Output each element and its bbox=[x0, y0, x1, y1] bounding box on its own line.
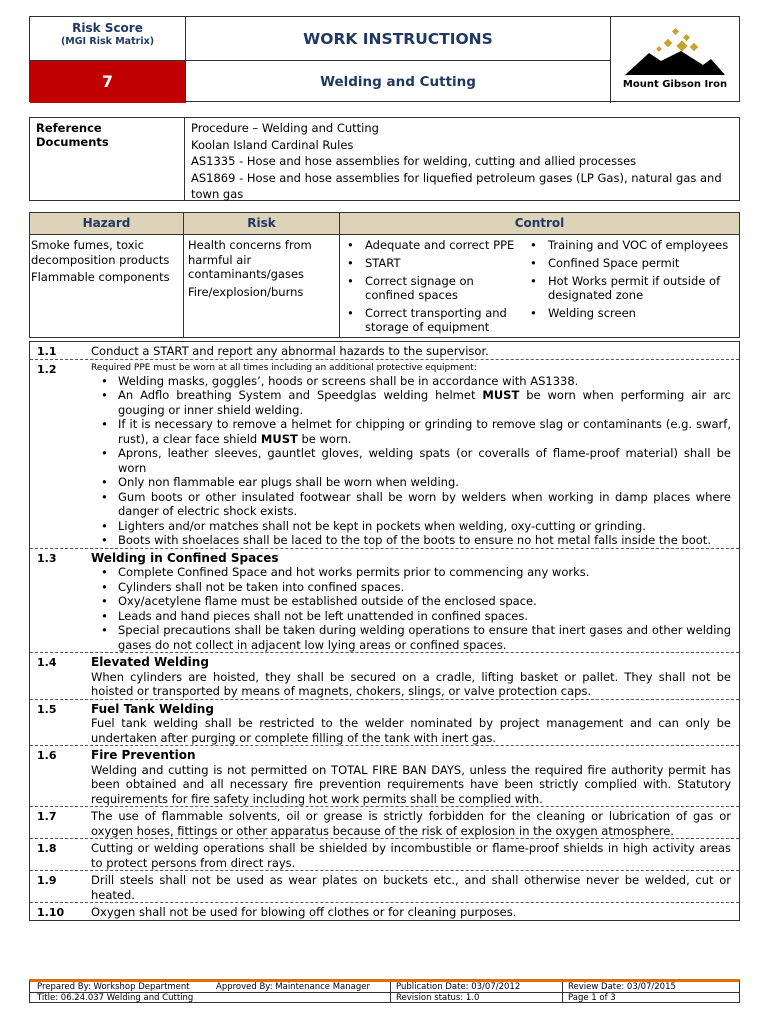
column-divider bbox=[339, 213, 340, 337]
hazard-header: Hazard bbox=[82, 216, 131, 230]
step-1-5 bbox=[30, 699, 739, 746]
revision-status: Revision status: 1.0 bbox=[396, 993, 480, 1003]
control-header: Control bbox=[514, 216, 565, 230]
step-number: 1.10 bbox=[37, 906, 65, 919]
control-item: • START bbox=[343, 256, 526, 270]
step-number: 1.8 bbox=[37, 842, 57, 855]
step-1-9 bbox=[30, 870, 739, 902]
step-text: When cylinders are hoisted, they shall be secured on a cradle, lifting basket or pallet. They shall not be hoisted or transported by means of magnets, chokers, slings, or valve protection caps. bbox=[91, 669, 731, 698]
list-item: • Boots with shoelaces shall be laced to the top of the boots to ensure no hot metal falls inside the boot. bbox=[91, 533, 731, 548]
list-item: • Cylinders shall not be taken into confined spaces. bbox=[91, 580, 731, 595]
step-text: Drill steels shall not be used as wear plates on buckets etc., and shall otherwise never be welded, cut or heated. bbox=[91, 873, 731, 902]
column-divider bbox=[183, 213, 184, 337]
step-number: 1.7 bbox=[37, 810, 57, 823]
list-item: • An Adflo breathing System and Speedglas welding helmet MUST be worn when performing air arc gouging or inner shield welding. bbox=[91, 388, 731, 417]
control-item: • Hot Works permit if outside of designated zone bbox=[526, 274, 736, 302]
page-number: Page 1 of 3 bbox=[568, 993, 616, 1003]
step-1-2 bbox=[30, 359, 739, 548]
step-intro: Required PPE must be worn at all times including an additional protective equipment: bbox=[91, 362, 477, 373]
control-cell-right bbox=[526, 238, 736, 324]
company-logo bbox=[611, 17, 739, 103]
ppe-list bbox=[91, 374, 731, 548]
step-title: Fire Prevention bbox=[91, 748, 196, 762]
risk-score-value: 7 bbox=[30, 61, 186, 103]
procedure-steps bbox=[29, 341, 740, 921]
step-text: Conduct a START and report any abnormal hazards to the supervisor. bbox=[91, 344, 489, 358]
control-item: • Welding screen bbox=[526, 306, 736, 320]
mountain-logo-icon bbox=[623, 27, 727, 77]
hazard-risk-control-table bbox=[29, 212, 740, 338]
step-1-4 bbox=[30, 652, 739, 699]
step-title: Fuel Tank Welding bbox=[91, 701, 214, 716]
list-item: • Gum boots or other insulated footwear shall be worn by welders when working in damp places where danger of electric shock exists. bbox=[91, 490, 731, 519]
step-number: 1.9 bbox=[37, 874, 57, 887]
list-item: • If it is necessary to remove a helmet for chipping or grinding to remove slag or contaminants (e.g. swarf, rust), a clear face shield MUST be worn. bbox=[91, 417, 731, 446]
list-item: • Special precautions shall be taken during welding operations to ensure that inert gases and other welding gases do not collect in adjacent low lying areas or confined spaces. bbox=[91, 623, 731, 652]
reference-doc: Procedure – Welding and Cutting bbox=[191, 121, 379, 135]
reference-documents-table bbox=[29, 117, 740, 201]
risk-item: Health concerns from harmful air contaminants/gases bbox=[188, 238, 312, 281]
step-title: Welding in Confined Spaces bbox=[91, 550, 279, 565]
document-header bbox=[29, 16, 740, 102]
list-item: • Only non flammable ear plugs shall be worn when welding. bbox=[91, 475, 731, 490]
step-number: 1.3 bbox=[37, 551, 57, 565]
step-text: Fuel tank welding shall be restricted to the welder nominated by project management and can only be undertaken after purging or complete filling of the tank with inert gas. bbox=[91, 716, 731, 745]
control-item: • Correct transporting and storage of equipment bbox=[343, 306, 526, 334]
step-text: Cutting or welding operations shall be shielded by incombustible or flame-proof shields in high activity areas to protect persons from direct rays. bbox=[91, 841, 731, 870]
step-text: Oxygen shall not be used for blowing off clothes or for cleaning purposes. bbox=[91, 905, 517, 919]
control-item: • Training and VOC of employees bbox=[526, 238, 736, 252]
step-1-3 bbox=[30, 548, 739, 653]
step-number: 1.4 bbox=[37, 656, 57, 669]
step-1-7 bbox=[30, 806, 739, 838]
control-item: • Correct signage on confined spaces bbox=[343, 274, 526, 302]
publication-date: Publication Date: 03/07/2012 bbox=[396, 982, 521, 992]
risk-item: Fire/explosion/burns bbox=[188, 284, 304, 299]
list-item: • Welding masks, goggles’, hoods or screens shall be in accordance with AS1338. bbox=[91, 374, 731, 389]
brand-name: Mount Gibson Iron bbox=[622, 79, 728, 90]
step-title: Elevated Welding bbox=[91, 655, 209, 669]
hrc-header-row bbox=[30, 213, 739, 235]
step-1-10 bbox=[30, 902, 739, 920]
list-item: • Lighters and/or matches shall not be kept in pockets when welding, oxy-cutting or grinding. bbox=[91, 519, 731, 534]
step-1-6 bbox=[30, 745, 739, 806]
reference-doc: Koolan Island Cardinal Rules bbox=[191, 137, 354, 152]
footer-divider bbox=[390, 982, 391, 1003]
step-text: The use of flammable solvents, oil or grease is strictly forbidden for the cleaning or lubrication of gas or oxygen hoses, fittings or other apparatus because of the risk of explosion in the oxygen atmosphere. bbox=[91, 809, 731, 838]
footer-divider bbox=[562, 982, 563, 1003]
prepared-by: Prepared By: Workshop Department bbox=[37, 982, 190, 992]
hazard-cell bbox=[31, 238, 179, 288]
reference-doc: AS1335 - Hose and hose assemblies for welding, cutting and allied processes bbox=[191, 154, 637, 168]
step-number: 1.2 bbox=[37, 362, 57, 376]
reference-doc: AS1869 - Hose and hose assemblies for liquefied petroleum gases (LP Gas), natural gas and town gas bbox=[191, 170, 722, 201]
control-cell-left bbox=[343, 238, 526, 338]
control-item: • Adequate and correct PPE bbox=[343, 238, 526, 252]
footer-title: Title: 06.24.037 Welding and Cutting bbox=[37, 993, 194, 1003]
doc-type: WORK INSTRUCTIONS bbox=[186, 17, 611, 61]
risk-header: Risk bbox=[247, 216, 276, 230]
control-item: • Confined Space permit bbox=[526, 256, 736, 270]
risk-score-label-cell bbox=[30, 17, 186, 61]
list-item: • Leads and hand pieces shall not be left unattended in confined spaces. bbox=[91, 609, 731, 624]
risk-score-label: Risk Score bbox=[72, 21, 143, 35]
hazard-item: Flammable components bbox=[31, 270, 170, 284]
risk-matrix-label: (MGI Risk Matrix) bbox=[60, 36, 155, 47]
list-item: • Complete Confined Space and hot works permits prior to commencing any works. bbox=[91, 565, 731, 580]
step-text: Welding and cutting is not permitted on TOTAL FIRE BAN DAYS, unless the required fire authority permit has been obtained and all necessary fire prevention requirements have been strictly complied with. Statutory requirements for fire safety including hot work permits shall be complied with. bbox=[91, 762, 731, 806]
step-number: 1.1 bbox=[37, 345, 57, 358]
review-date: Review Date: 03/07/2015 bbox=[568, 982, 676, 992]
step-number: 1.5 bbox=[37, 702, 57, 716]
reference-documents-label: Reference Documents bbox=[30, 118, 185, 200]
approved-by: Approved By: Maintenance Manager bbox=[216, 982, 370, 992]
hazard-item: Smoke fumes, toxic decomposition products bbox=[31, 238, 170, 267]
step-1-8 bbox=[30, 838, 739, 870]
step-number: 1.6 bbox=[37, 749, 57, 762]
step-1-1 bbox=[30, 341, 739, 359]
list-item: • Aprons, leather sleeves, gauntlet gloves, welding spats (or coveralls of flame-proof material) shall be worn bbox=[91, 446, 731, 475]
doc-title: Welding and Cutting bbox=[186, 61, 611, 103]
risk-cell bbox=[188, 238, 336, 302]
confined-spaces-list bbox=[91, 565, 731, 652]
reference-documents-list bbox=[191, 120, 731, 203]
list-item: • Oxy/acetylene flame must be established outside of the enclosed space. bbox=[91, 594, 731, 609]
document-footer bbox=[29, 979, 740, 1003]
